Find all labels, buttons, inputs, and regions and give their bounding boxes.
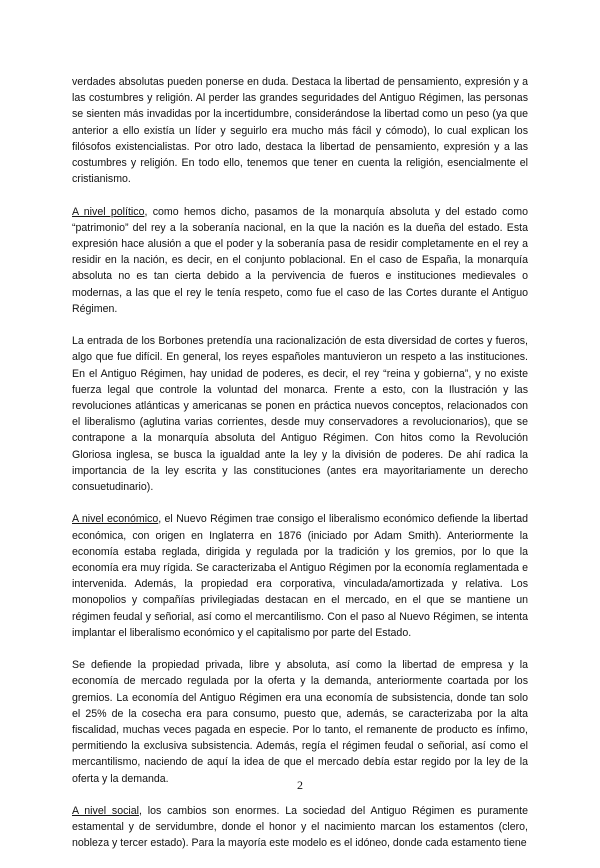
document-body bbox=[72, 74, 528, 868]
page-number: 2 bbox=[297, 778, 303, 792]
paragraph-borbones bbox=[72, 333, 528, 495]
paragraph-intro bbox=[72, 74, 528, 187]
section-heading-economico: A nivel económico bbox=[72, 513, 159, 526]
paragraph-economico bbox=[72, 511, 528, 641]
paragraph-text: , los cambios son enormes. La sociedad del Antiguo Régimen es puramente estamental y de servidumbre, donde el honor y el nacimiento marcan los estamentos (clero, nobleza y tercer estado). Para la mayoría este modelo es el idóneo, donde cada estamento tiene bbox=[72, 805, 528, 850]
paragraph-text: , como hemos dicho, pasamos de la monarquía absoluta y del estado como “patrimonio” del rey a la soberanía nacional, en la que la nación es la dueña del estado. Esta expresión hace alusión a que el poder y la soberanía pasa de residir completamente en el rey a residir en la nación, es decir, en el conjunto poblacional. En el caso de España, la monarquía absoluta no es tan cierta debido a la pervivencia de fueros e instituciones medievales o modernas, a las que el rey le tenía respeto, como fue el caso de las Cortes durante el Antiguo Régimen. bbox=[72, 205, 528, 315]
paragraph-text: Se defiende la propiedad privada, libre y absoluta, así como la libertad de empresa y la economía de mercado regulada por la oferta y la demanda, anteriormente coartada por los gremios. La economía del Antiguo Régimen era una economía de subsistencia, donde tan solo el 25% de la cosecha era para consumo, puesto que, además, se caracterizaba por la alta fiscalidad, muchas veces pagada en especie. Por lo tanto, el remanente de producto es ínfimo, permitiendo la exclusiva subsistencia. Además, regía el régimen feudal o señorial, así como el mercantilismo, naciendo de aquí la idea de que el mercado debía estar regido por la ley de la oferta y la demanda. bbox=[72, 659, 528, 785]
section-heading-social: A nivel social bbox=[72, 805, 139, 818]
paragraph-politico bbox=[72, 204, 528, 317]
paragraph-propiedad bbox=[72, 657, 528, 787]
section-heading-politico: A nivel político bbox=[72, 205, 145, 218]
paragraph-text: La entrada de los Borbones pretendía una racionalización de esta diversidad de cortes y fueros, algo que fue difícil. En general, los reyes españoles mantuvieron un respeto a las instituciones. En el Antiguo Régimen, hay unidad de poderes, es decir, el rey “reina y gobierna”, y no existe fuerza legal que controle la voluntad del monarca. Frente a esto, con la Ilustración y las revoluciones atlánticas y americanas se ponen en práctica nuevos conceptos, relacionados con el liberalismo (aglutina varias corrientes, desde muy conservadores a revolucionarios), que se contrapone a la monarquía absoluta del Antiguo Régimen. Con hitos como la Revolución Gloriosa inglesa, se busca la igualdad ante la ley y la división de poderes. De ahí radica la importancia de la ley escrita y las constituciones (antes era mayoritariamente un derecho consuetudinario). bbox=[72, 335, 528, 494]
paragraph-text: verdades absolutas pueden ponerse en duda. Destaca la libertad de pensamiento, expresión y a las costumbres y religión. Al perder las grandes seguridades del Antiguo Régimen, las personas se sienten más invadidas por la incertidumbre, considerándose la libertad como un peso (ya que anterior a ello existía un líder y seguirlo era mucho más fácil y cómodo), lo cual explican los filósofos existencialistas. Por otro lado, destaca la libertad de pensamiento, expresión y a las costumbres y religión. En todo ello, tenemos que tener en cuenta la religión, esencialmente el cristianismo. bbox=[72, 76, 528, 186]
paragraph-text: , el Nuevo Régimen trae consigo el liberalismo económico defiende la libertad económica, con origen en Inglaterra en 1876 (iniciado por Adam Smith). Anteriormente la economía estaba reglada, dirigida y regulada por la tradición y los gremios, por lo que la economía era muy rígida. Se caracterizaba el Antiguo Régimen por la economía reglamentada e intervenida. Además, la propiedad era corporativa, vinculada/amortizada y relativa. Los monopolios y compañías privilegiadas destacan en el mercado, en el que se mantiene un régimen feudal y señorial, así como el mercantilismo. Con el paso al Nuevo Régimen, se intenta implantar el liberalismo económico y el capitalismo por parte del Estado. bbox=[72, 513, 528, 639]
paragraph-social bbox=[72, 803, 528, 852]
